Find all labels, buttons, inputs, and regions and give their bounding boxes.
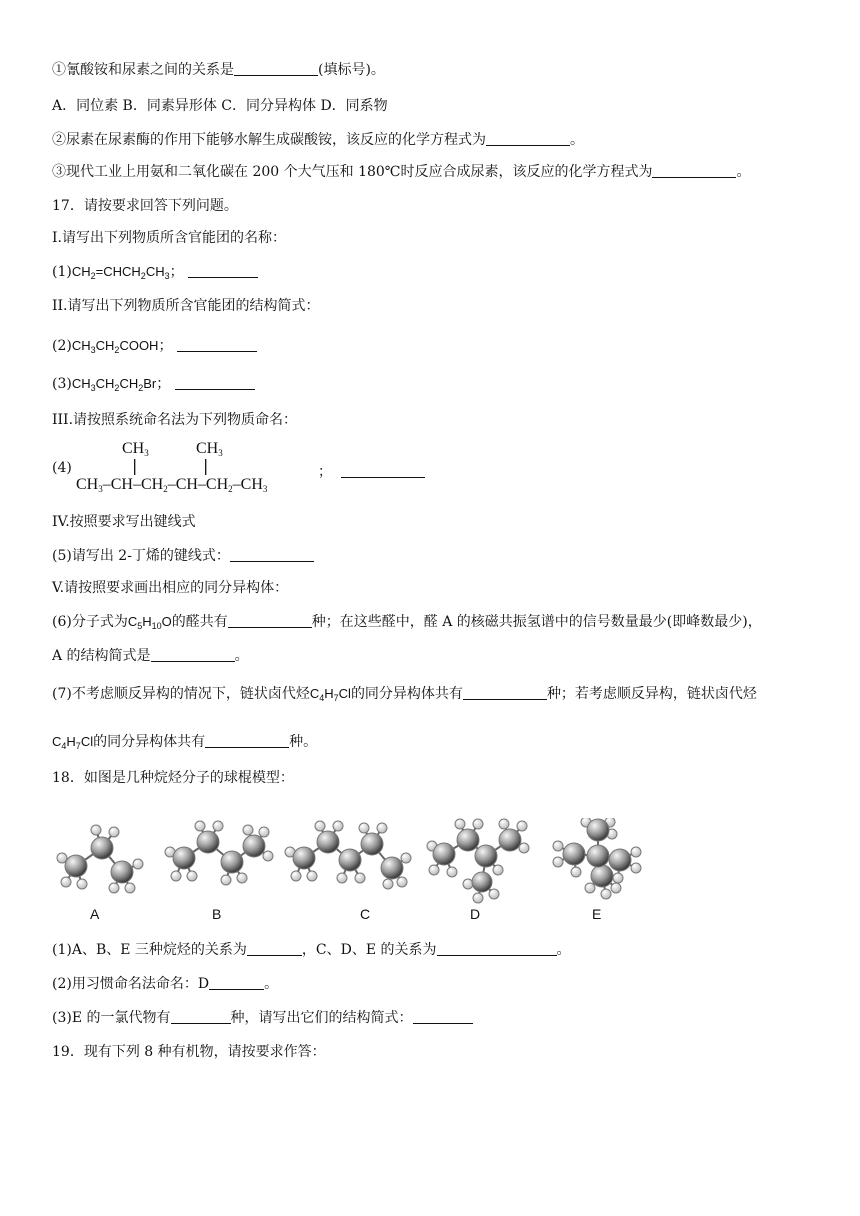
options-text: A．同位素 B．同素异形体 C．同分异构体 D．同系物 [52, 98, 388, 114]
structural-formula [76, 440, 316, 500]
formula-7: $C_4H_7Cl$ [309, 686, 351, 703]
section-5 [52, 578, 288, 598]
part-6 [52, 612, 762, 632]
text: ； [169, 264, 184, 280]
part-2 [52, 336, 257, 356]
text: ； [156, 376, 171, 392]
formula-6: $C_5H_{10}O$ [127, 614, 172, 631]
answer-blank[interactable] [188, 263, 258, 278]
answer-blank[interactable] [652, 163, 736, 178]
question-16-part1 [52, 60, 385, 80]
bond-2: | [203, 456, 209, 475]
section-1 [52, 228, 286, 248]
text: (2)用习惯命名法命名：D [52, 976, 210, 992]
molecule-b [165, 821, 273, 885]
text: 18．如图是几种烷烃分子的球棍模型： [52, 770, 294, 786]
text: 种，请写出它们的结构简式： [230, 1010, 413, 1026]
part-number: (3) [52, 376, 72, 392]
answer-blank[interactable] [341, 463, 425, 478]
text: 种；若考虑顺反异构，链状卤代烃 [546, 686, 757, 702]
text: 的同分异构体共有 [350, 686, 463, 702]
options-line [52, 96, 388, 116]
text: (5)请写出 2-丁烯的键线式： [52, 548, 230, 564]
bond-1: | [132, 456, 138, 475]
text: A 的结构简式是 [52, 648, 151, 664]
label-c: C [360, 906, 371, 922]
text: ，C、D、E 的关系为 [301, 942, 437, 958]
answer-blank[interactable] [230, 547, 314, 562]
label-b: B [212, 906, 222, 922]
text: ； [318, 464, 332, 480]
formula-3: $CH_3CH_2CH_2Br$ [71, 376, 157, 393]
text: ③现代工业上用氨和二氧化碳在 200 个大气压和 180℃时反应合成尿素，该反应的化学方程式为 [52, 164, 653, 180]
section-3 [52, 410, 297, 430]
part-number: (2) [52, 338, 72, 354]
part-7-cont [52, 732, 317, 752]
part-6-cont [52, 646, 249, 666]
label-a: A [90, 906, 100, 922]
text: ②尿素在尿素酶的作用下能够水解生成碳酸铵，该反应的化学方程式为 [52, 132, 486, 148]
text: (1)A、B、E 三种烷烃的关系为 [52, 942, 247, 958]
question-17-title [52, 196, 238, 216]
part-5 [52, 546, 314, 566]
text: (填标号)。 [318, 62, 385, 78]
question-16-part2 [52, 130, 584, 150]
text: 的醛共有 [171, 614, 228, 630]
part-4-answer [318, 462, 425, 482]
part-number: (4) [52, 460, 72, 476]
formula-2: $CH_3CH_2COOH$ [71, 338, 159, 355]
part-7 [52, 684, 757, 704]
ball-stick-models [52, 818, 652, 928]
main-chain: $CH_3-CH-CH_2-CH-CH_2-CH_3$ [76, 476, 268, 494]
text: II.请写出下列物质所含官能团的结构简式： [52, 298, 320, 314]
text: V.请按照要求画出相应的同分异构体： [52, 580, 289, 596]
text: ①氰酸铵和尿素之间的关系是 [52, 62, 234, 78]
answer-blank[interactable] [171, 1009, 231, 1024]
text: 种。 [289, 734, 318, 750]
text: 17．请按要求回答下列问题。 [52, 198, 238, 214]
answer-blank[interactable] [209, 975, 264, 990]
text: 。 [570, 132, 584, 148]
part-4-number [52, 458, 72, 478]
part-3 [52, 374, 255, 394]
text: 。 [556, 942, 571, 958]
formula-7b: $C_4H_7Cl$ [52, 734, 94, 751]
molecule-e [553, 818, 641, 899]
answer-blank[interactable] [205, 733, 289, 748]
q18-part3 [52, 1008, 473, 1028]
answer-blank[interactable] [437, 941, 557, 956]
text: 。 [264, 976, 279, 992]
text: IV.按照要求写出键线式 [52, 514, 196, 530]
branch-1: $CH_3$ [122, 440, 149, 458]
text: 。 [234, 648, 249, 664]
label-d: D [470, 906, 481, 922]
q18-part1 [52, 940, 571, 960]
answer-blank[interactable] [228, 613, 312, 628]
part-1 [52, 262, 258, 282]
question-18-title [52, 768, 294, 788]
formula-1: $CH_2=CHCH_2CH_3$ [71, 264, 170, 281]
text: I.请写出下列物质所含官能团的名称： [52, 230, 286, 246]
answer-blank[interactable] [247, 941, 302, 956]
answer-blank[interactable] [234, 61, 318, 76]
question-16-part3 [52, 162, 750, 182]
part-number: (1) [52, 264, 72, 280]
answer-blank[interactable] [486, 131, 570, 146]
q18-part2 [52, 974, 278, 994]
text: (7)不考虑顺反异构的情况下，链状卤代烃 [52, 686, 310, 702]
section-4 [52, 512, 196, 532]
answer-blank[interactable] [151, 647, 235, 662]
molecule-d [427, 819, 529, 903]
text: 种；在这些醛中，醛 A 的核磁共振氢谱中的信号数量最少(即峰数最少)， [311, 614, 762, 630]
branch-2: $CH_3$ [196, 440, 223, 458]
text: 的同分异构体共有 [93, 734, 206, 750]
text: 。 [736, 164, 751, 180]
text: III.请按照系统命名法为下列物质命名： [52, 412, 298, 428]
answer-blank[interactable] [463, 685, 547, 700]
molecule-a [57, 825, 143, 893]
label-e: E [592, 906, 602, 922]
text: 19．现有下列 8 种有机物，请按要求作答： [52, 1044, 326, 1060]
text: ； [158, 338, 173, 354]
text: (3)E 的一氯代物有 [52, 1010, 171, 1026]
answer-blank[interactable] [413, 1009, 473, 1024]
section-2 [52, 296, 320, 316]
answer-blank[interactable] [175, 375, 255, 390]
molecule-c [285, 821, 411, 889]
text: (6)分子式为 [52, 614, 128, 630]
question-19-title [52, 1042, 326, 1062]
answer-blank[interactable] [177, 337, 257, 352]
